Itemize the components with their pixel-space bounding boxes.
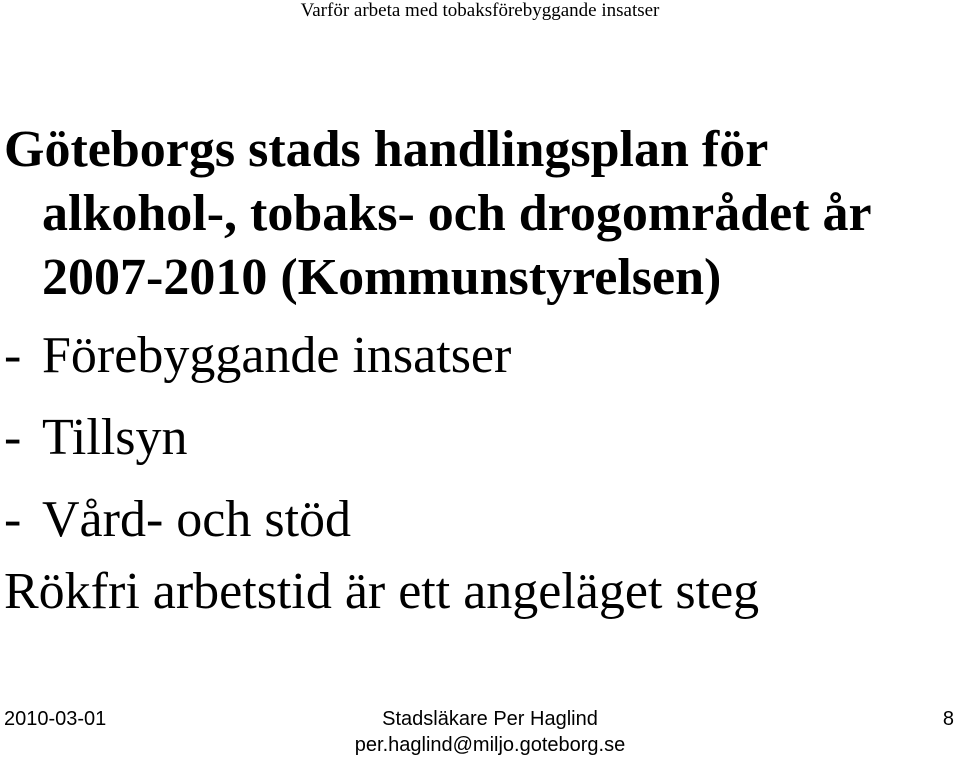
list-item-dash: - [4,327,22,384]
closing-statement: Rökfri arbetstid är ett angeläget steg [4,563,760,620]
list-item-label: Tillsyn [42,409,188,466]
list-item-label: Vård- och stöd [42,491,352,548]
list-item [4,320,511,402]
list-item [4,484,511,566]
title-line-2: alkohol-, tobaks- och drogområdet år [42,185,872,242]
title-line-1: Göteborgs stads handlingsplan för [4,121,769,178]
footer-date: 2010-03-01 [4,708,107,730]
slide-title [4,118,872,310]
footer-author-block [300,706,680,758]
list-item-dash: - [4,491,22,548]
slide-footer [0,704,960,756]
footer-email: per.haglind@miljo.goteborg.se [354,734,626,756]
list-item-label: Förebyggande insatser [42,327,512,384]
title-line-3: 2007-2010 (Kommunstyrelsen) [42,249,722,306]
list-item [4,402,511,484]
slide-header [0,0,960,22]
page-number: 8 [942,708,954,730]
list-item-dash: - [4,409,22,466]
header-text: Varför arbeta med tobaksförebyggande insatser [300,0,660,21]
footer-author: Stadsläkare Per Haglind [382,708,598,730]
measures-list [4,320,511,566]
